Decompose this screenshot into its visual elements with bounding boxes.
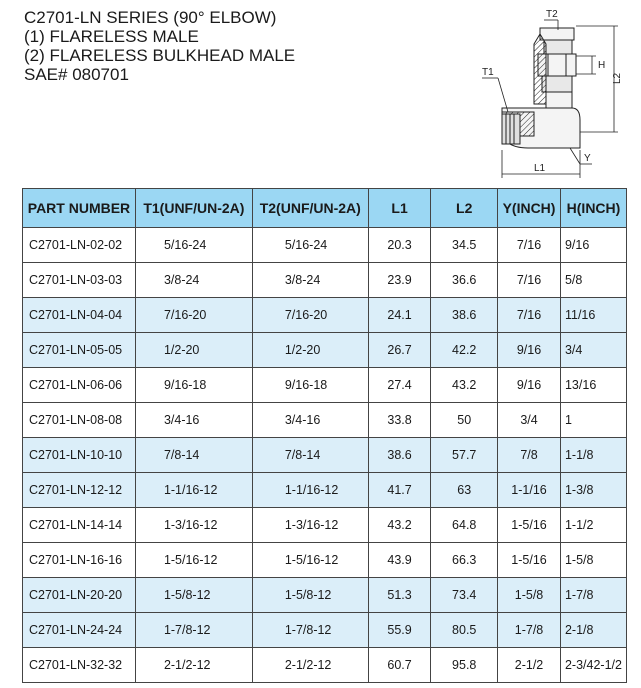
dimensions-table <box>22 188 627 683</box>
y-cell: 9/16 <box>498 333 561 368</box>
t2-cell: 3/8-24 <box>252 263 368 298</box>
t1-cell: 1-3/16-12 <box>135 508 252 543</box>
y-cell: 7/16 <box>498 228 561 263</box>
l1-cell: 51.3 <box>368 578 431 613</box>
l2-cell: 36.6 <box>431 263 498 298</box>
h-cell: 1-7/8 <box>560 578 626 613</box>
col-h: H(INCH) <box>560 189 626 228</box>
label-y: Y <box>584 153 591 164</box>
l2-cell: 43.2 <box>431 368 498 403</box>
table-row <box>23 228 627 263</box>
elbow-fitting-drawing <box>468 4 638 184</box>
table-row <box>23 648 627 683</box>
l2-cell: 66.3 <box>431 543 498 578</box>
table-header-row <box>23 189 627 228</box>
col-y: Y(INCH) <box>498 189 561 228</box>
sae-number: SAE# 080701 <box>24 65 129 84</box>
h-cell: 1-3/8 <box>560 473 626 508</box>
t1-cell: 1-5/8-12 <box>135 578 252 613</box>
t2-cell: 3/4-16 <box>252 403 368 438</box>
h-cell: 1-1/8 <box>560 438 626 473</box>
l1-cell: 24.1 <box>368 298 431 333</box>
h-cell: 1-5/8 <box>560 543 626 578</box>
h-cell: 5/8 <box>560 263 626 298</box>
l2-cell: 73.4 <box>431 578 498 613</box>
label-t2: T2 <box>546 9 558 20</box>
l2-cell: 42.2 <box>431 333 498 368</box>
col-t2: T2(UNF/UN-2A) <box>252 189 368 228</box>
part-number-cell: C2701-LN-05-05 <box>23 333 136 368</box>
title-block <box>24 8 295 84</box>
col-l1: L1 <box>368 189 431 228</box>
l1-cell: 41.7 <box>368 473 431 508</box>
table-body <box>23 228 627 683</box>
y-cell: 1-1/16 <box>498 473 561 508</box>
table-row <box>23 508 627 543</box>
part-number-cell: C2701-LN-20-20 <box>23 578 136 613</box>
label-l2: L2 <box>612 72 623 84</box>
l2-cell: 64.8 <box>431 508 498 543</box>
l1-cell: 38.6 <box>368 438 431 473</box>
y-cell: 3/4 <box>498 403 561 438</box>
h-cell: 2-3/42-1/2 <box>560 648 626 683</box>
t1-cell: 1-1/16-12 <box>135 473 252 508</box>
y-cell: 2-1/2 <box>498 648 561 683</box>
t2-cell: 1-7/8-12 <box>252 613 368 648</box>
y-cell: 1-7/8 <box>498 613 561 648</box>
y-cell: 1-5/16 <box>498 543 561 578</box>
t2-cell: 1-5/8-12 <box>252 578 368 613</box>
table-row <box>23 263 627 298</box>
table-row <box>23 403 627 438</box>
t1-cell: 1/2-20 <box>135 333 252 368</box>
label-h: H <box>598 60 606 71</box>
y-cell: 7/8 <box>498 438 561 473</box>
col-l2: L2 <box>431 189 498 228</box>
h-cell: 2-1/8 <box>560 613 626 648</box>
l1-cell: 55.9 <box>368 613 431 648</box>
part-number-cell: C2701-LN-16-16 <box>23 543 136 578</box>
t2-cell: 1-3/16-12 <box>252 508 368 543</box>
l1-cell: 27.4 <box>368 368 431 403</box>
y-cell: 7/16 <box>498 263 561 298</box>
col-t1: T1(UNF/UN-2A) <box>135 189 252 228</box>
t2-cell: 9/16-18 <box>252 368 368 403</box>
h-cell: 11/16 <box>560 298 626 333</box>
t2-cell: 2-1/2-12 <box>252 648 368 683</box>
series-title: C2701-LN SERIES (90° ELBOW) <box>24 8 277 27</box>
l2-cell: 38.6 <box>431 298 498 333</box>
y-cell: 7/16 <box>498 298 561 333</box>
h-cell: 3/4 <box>560 333 626 368</box>
t2-cell: 1-1/16-12 <box>252 473 368 508</box>
part-number-cell: C2701-LN-24-24 <box>23 613 136 648</box>
part-number-cell: C2701-LN-03-03 <box>23 263 136 298</box>
h-cell: 1 <box>560 403 626 438</box>
table-row <box>23 473 627 508</box>
label-t1: T1 <box>482 67 494 78</box>
table-row <box>23 438 627 473</box>
h-cell: 1-1/2 <box>560 508 626 543</box>
table-row <box>23 368 627 403</box>
t1-cell: 5/16-24 <box>135 228 252 263</box>
l2-cell: 34.5 <box>431 228 498 263</box>
l1-cell: 26.7 <box>368 333 431 368</box>
l2-cell: 80.5 <box>431 613 498 648</box>
part-number-cell: C2701-LN-12-12 <box>23 473 136 508</box>
table-row <box>23 578 627 613</box>
t2-cell: 1-5/16-12 <box>252 543 368 578</box>
table-row <box>23 333 627 368</box>
l1-cell: 43.2 <box>368 508 431 543</box>
y-cell: 1-5/8 <box>498 578 561 613</box>
part-number-cell: C2701-LN-06-06 <box>23 368 136 403</box>
y-cell: 9/16 <box>498 368 561 403</box>
h-cell: 13/16 <box>560 368 626 403</box>
l2-cell: 95.8 <box>431 648 498 683</box>
t2-cell: 5/16-24 <box>252 228 368 263</box>
part-number-cell: C2701-LN-04-04 <box>23 298 136 333</box>
col-part-number: PART NUMBER <box>23 189 136 228</box>
l1-cell: 60.7 <box>368 648 431 683</box>
part-number-cell: C2701-LN-32-32 <box>23 648 136 683</box>
table-row <box>23 298 627 333</box>
part-number-cell: C2701-LN-08-08 <box>23 403 136 438</box>
type-line-1: (1) FLARELESS MALE <box>24 27 199 46</box>
table-row <box>23 613 627 648</box>
part-number-cell: C2701-LN-10-10 <box>23 438 136 473</box>
l1-cell: 23.9 <box>368 263 431 298</box>
l2-cell: 50 <box>431 403 498 438</box>
part-number-cell: C2701-LN-14-14 <box>23 508 136 543</box>
t2-cell: 7/8-14 <box>252 438 368 473</box>
y-cell: 1-5/16 <box>498 508 561 543</box>
t2-cell: 7/16-20 <box>252 298 368 333</box>
t1-cell: 1-7/8-12 <box>135 613 252 648</box>
t2-cell: 1/2-20 <box>252 333 368 368</box>
l2-cell: 63 <box>431 473 498 508</box>
type-line-2: (2) FLARELESS BULKHEAD MALE <box>24 46 296 65</box>
t1-cell: 3/4-16 <box>135 403 252 438</box>
l1-cell: 20.3 <box>368 228 431 263</box>
l1-cell: 43.9 <box>368 543 431 578</box>
t1-cell: 2-1/2-12 <box>135 648 252 683</box>
t1-cell: 7/16-20 <box>135 298 252 333</box>
l2-cell: 57.7 <box>431 438 498 473</box>
t1-cell: 7/8-14 <box>135 438 252 473</box>
h-cell: 9/16 <box>560 228 626 263</box>
t1-cell: 3/8-24 <box>135 263 252 298</box>
t1-cell: 9/16-18 <box>135 368 252 403</box>
t1-cell: 1-5/16-12 <box>135 543 252 578</box>
l1-cell: 33.8 <box>368 403 431 438</box>
label-l1: L1 <box>534 163 546 174</box>
part-number-cell: C2701-LN-02-02 <box>23 228 136 263</box>
table-row <box>23 543 627 578</box>
